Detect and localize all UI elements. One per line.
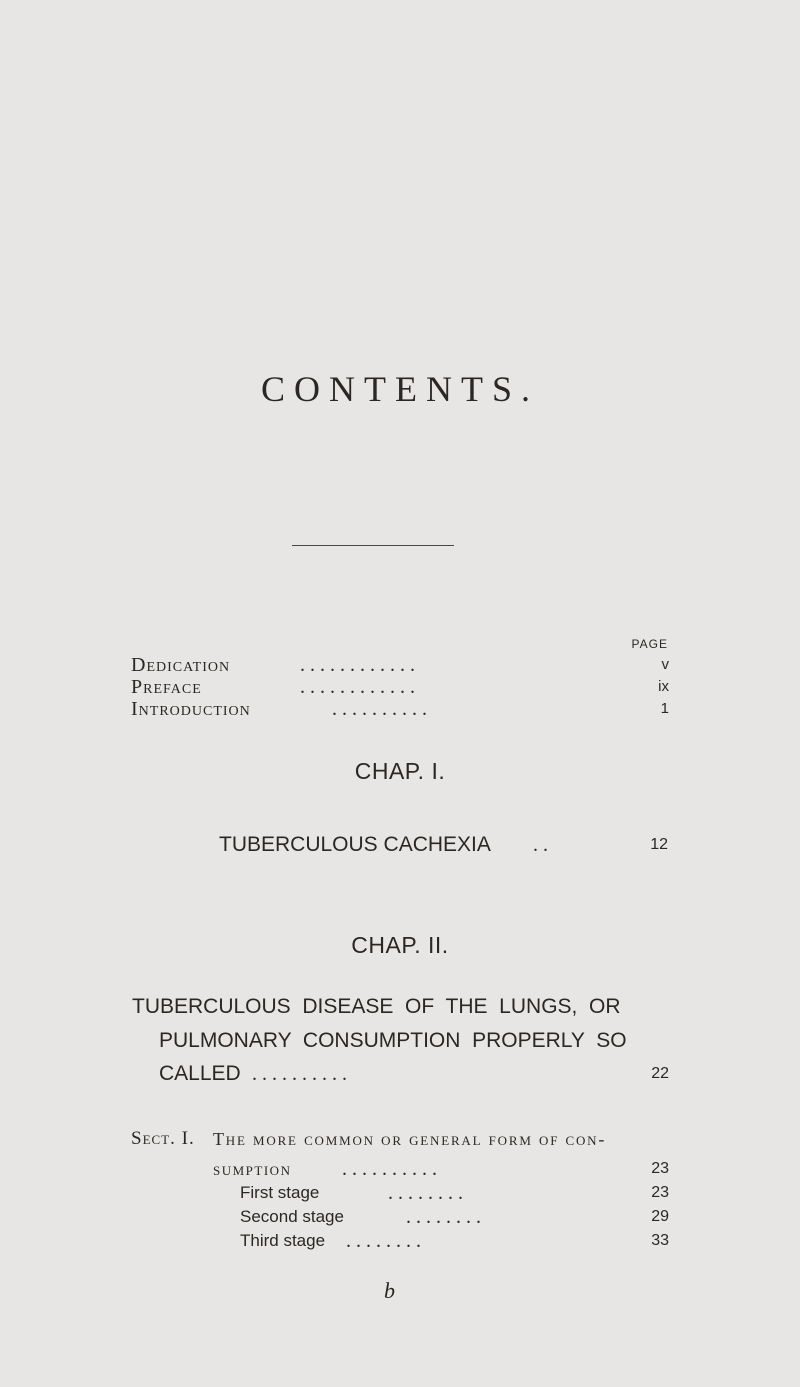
chapter-2-title: TUBERCULOUS DISEASE OF THE LUNGS, OR — [132, 995, 621, 1018]
toc-entry-third-stage[interactable] — [0, 1228, 800, 1254]
stage-label: Third stage — [240, 1231, 326, 1250]
toc-leader-dots: . . . . . . . . . . . . — [300, 676, 415, 698]
toc-entry-first-stage[interactable] — [0, 1180, 800, 1206]
toc-leader-dots: . . . . . . . . . . — [342, 1158, 437, 1180]
stage-label: Second stage — [240, 1207, 344, 1226]
section-prefix: Sect. I. — [131, 1128, 195, 1149]
section-title: The more common or general form of con- — [213, 1129, 607, 1149]
toc-entry-section-1[interactable] — [0, 1156, 800, 1182]
stage-page: 23 — [651, 1184, 669, 1201]
chapter-1-title: TUBERCULOUS CACHEXIA — [219, 833, 491, 856]
chapter-1-page: 12 — [650, 836, 668, 853]
toc-entry-chapter-2[interactable] — [0, 1061, 800, 1087]
toc-leader-dots: . . . . . . . . — [406, 1206, 481, 1228]
toc-leader-dots: . . . . . . . . — [388, 1182, 463, 1204]
toc-entry-page: ix — [658, 678, 669, 695]
toc-entry-label: Introduction — [131, 698, 251, 720]
toc-leader-dots: . . . . . . . . . . . . — [300, 654, 415, 676]
signature-mark: b — [384, 1278, 395, 1303]
section-1-line-1[interactable] — [0, 1126, 800, 1152]
toc-leader-dots: . . — [533, 834, 548, 856]
toc-leader-dots: . . . . . . . . . . — [252, 1063, 347, 1085]
chapter-2-title: CALLED — [159, 1062, 241, 1085]
chapter-2-title-line-2[interactable] — [0, 1028, 800, 1054]
toc-leader-dots: . . . . . . . . . . — [332, 698, 427, 720]
toc-entry-label: Preface — [131, 676, 202, 698]
stage-label: First stage — [240, 1183, 320, 1202]
toc-entry-page: v — [661, 656, 669, 673]
stage-page: 29 — [651, 1208, 669, 1225]
chapter-2-title-line-1[interactable] — [0, 994, 800, 1020]
toc-entry-page: 1 — [660, 700, 669, 717]
chapter-2-title: PULMONARY CONSUMPTION PROPERLY SO — [159, 1029, 627, 1052]
section-page: 23 — [651, 1160, 669, 1177]
toc-entry-second-stage[interactable] — [0, 1204, 800, 1230]
page-title: CONTENTS. — [261, 369, 539, 409]
title-rule — [292, 545, 454, 546]
chapter-1-heading: CHAP. I. — [354, 758, 446, 784]
chapter-2-page: 22 — [651, 1065, 669, 1082]
page-column-header: PAGE — [631, 637, 668, 651]
toc-entry-label: Dedication — [131, 654, 231, 676]
toc-leader-dots: . . . . . . . . — [346, 1230, 421, 1252]
stage-page: 33 — [651, 1232, 669, 1249]
toc-entry-chapter-1[interactable] — [0, 832, 800, 858]
section-title-cont: sumption — [213, 1159, 292, 1179]
chapter-2-heading: CHAP. II. — [351, 932, 449, 958]
toc-entry-introduction[interactable] — [0, 696, 800, 722]
